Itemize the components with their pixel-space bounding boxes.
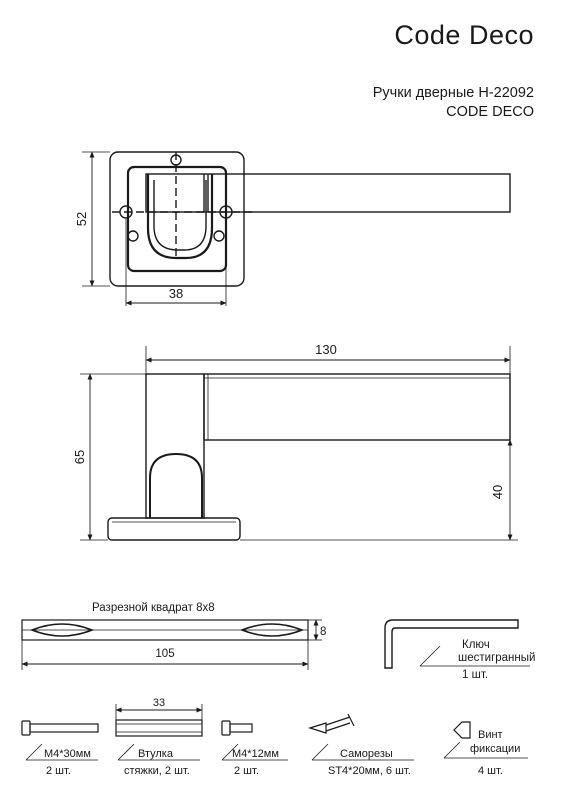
self-tapping-qty: ST4*20мм, 6 шт. (328, 765, 411, 777)
product-line: Ручки дверные H-22092 (372, 85, 534, 101)
dim-label-105: 105 (155, 648, 175, 660)
neck-body (146, 374, 204, 518)
screw-m4x30-qty: 2 шт. (46, 765, 71, 777)
base-plate (108, 518, 240, 540)
hex-key-label-2: шестигранный (458, 652, 536, 664)
hex-key-qty: 1 шт. (462, 669, 489, 681)
dim-label-130: 130 (315, 342, 337, 357)
hole-right-low (214, 231, 224, 241)
set-screw-name-2: фиксации (470, 743, 521, 755)
sleeve-name: Втулка (138, 748, 173, 760)
handle-neck-inner (154, 180, 206, 250)
dim-label-52: 52 (74, 211, 89, 227)
hex-key-label-1: Ключ (462, 639, 490, 651)
set-screw-qty: 4 шт. (478, 765, 503, 777)
sleeve-qty: стяжки, 2 шт. (124, 765, 190, 777)
dim-label-8: 8 (320, 626, 327, 638)
lever-side (204, 374, 510, 440)
screw-m4x12-name: М4*12мм (232, 748, 279, 760)
lever-top (146, 174, 510, 212)
dim-label-38: 38 (168, 286, 184, 301)
top-view (82, 152, 510, 306)
spindle-label: Разрезной квадрат 8х8 (92, 602, 215, 614)
rosette-outer (110, 152, 244, 286)
screw-m4x30-name: М4*30мм (44, 748, 91, 760)
self-tapping-name: Саморезы (340, 748, 393, 760)
square-spindle (22, 620, 322, 670)
neck-curve (150, 454, 202, 518)
screw-m4x12-qty: 2 шт. (234, 765, 259, 777)
hole-left-low (128, 231, 138, 241)
brand-title: Code Deco (394, 20, 534, 50)
dim-label-40: 40 (490, 484, 505, 500)
handle-neck-outline (148, 174, 212, 258)
side-view (80, 346, 518, 540)
set-screw-name-1: Винт (478, 729, 503, 741)
product-brand: CODE DECO (446, 104, 534, 120)
dim-label-33: 33 (152, 697, 166, 709)
dim-label-65: 65 (72, 449, 87, 465)
